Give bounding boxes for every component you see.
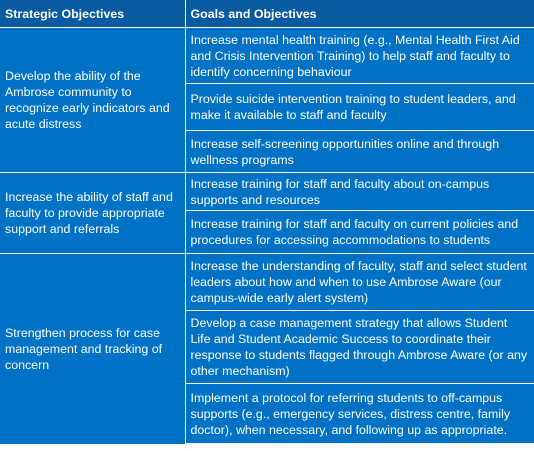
table-row — [0, 173, 534, 211]
strategic-objective-cell: Strengthen process for case management and tracking of concern — [0, 254, 185, 444]
header-goals-and-objectives: Goals and Objectives — [185, 0, 534, 28]
goal-cell: Develop a case management strategy that allows Student Life and Student Academic Success to coordinate their response to students flagged through Ambrose Aware (or any other mechanism) — [185, 311, 534, 384]
strategic-objective-cell: Increase the ability of staff and faculty to provide appropriate support and referrals — [0, 173, 185, 254]
header-strategic-objectives: Strategic Objectives — [0, 0, 185, 28]
goal-cell: Provide suicide intervention training to student leaders, and make it available to staff and faculty — [185, 84, 534, 131]
goal-cell: Increase mental health training (e.g., Mental Health First Aid and Crisis Intervention Training) to help staff and faculty to identify concerning behaviour — [185, 28, 534, 84]
goal-cell: Increase training for staff and faculty on current policies and procedures for accessing accommodations to students — [185, 211, 534, 254]
goal-cell: Implement a protocol for referring students to off-campus supports (e.g., emergency services, distress centre, family doctor), when necessary, and following up as appropriate. — [185, 384, 534, 444]
strategic-objective-cell: Develop the ability of the Ambrose community to recognize early indicators and acute distress — [0, 28, 185, 173]
goal-cell: Increase training for staff and faculty about on-campus supports and resources — [185, 173, 534, 211]
table-row — [0, 254, 534, 311]
goal-cell: Increase the understanding of faculty, staff and select student leaders about how and when to use Ambrose Aware (our campus-wide early alert system) — [185, 254, 534, 311]
table-row — [0, 28, 534, 84]
goal-cell: Increase self-screening opportunities online and through wellness programs — [185, 131, 534, 173]
header-row — [0, 0, 534, 28]
